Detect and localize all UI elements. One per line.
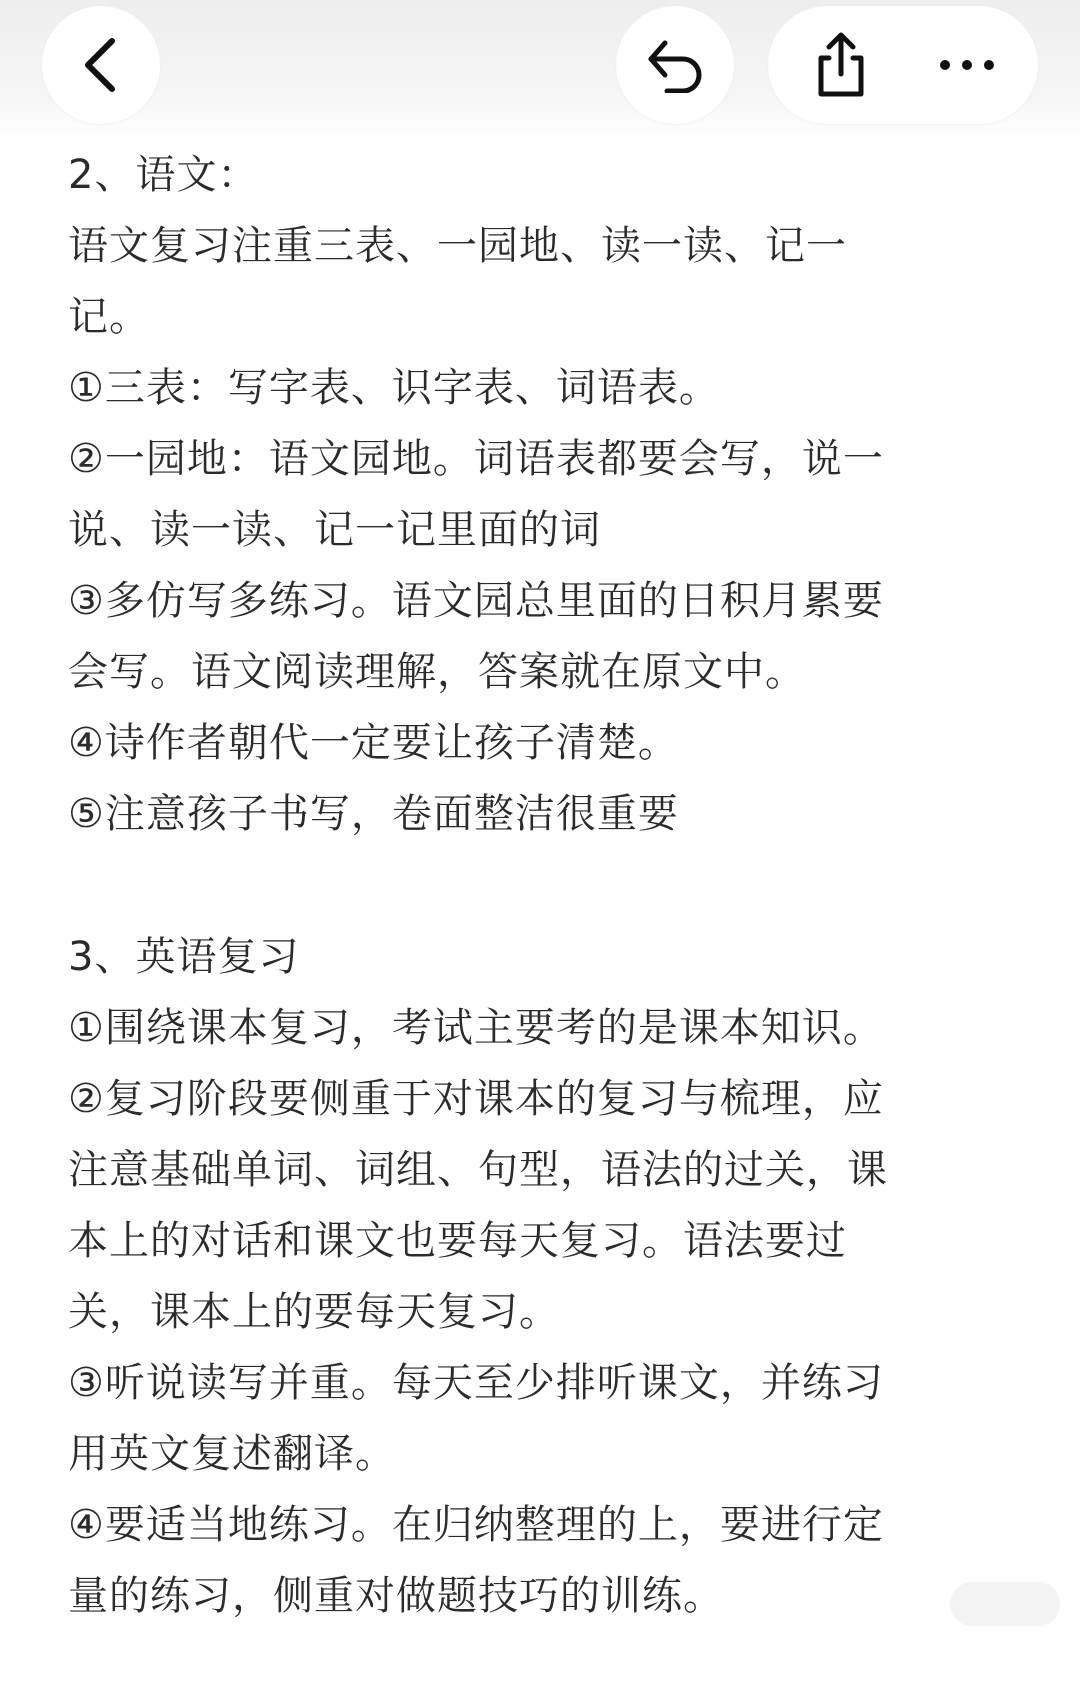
text-line: ①围绕课本复习，考试主要考的是课本知识。: [68, 1005, 884, 1051]
action-pill: [768, 6, 1038, 124]
text-line: ②一园地：语文园地。词语表都要会写，说一: [68, 436, 884, 482]
watermark: [950, 1582, 1060, 1626]
top-toolbar: [0, 0, 1080, 140]
share-icon: [811, 30, 871, 100]
text-line: ③听说读写并重。每天至少排听课文，并练习: [68, 1360, 884, 1406]
text-line: 本上的对话和课文也要每天复习。语法要过: [68, 1218, 847, 1264]
text-line: ④要适当地练习。在归纳整理的上，要进行定: [68, 1502, 884, 1548]
text-line: ②复习阶段要侧重于对课本的复习与梳理，应: [68, 1076, 884, 1122]
text-line: 会写。语文阅读理解，答案就在原文中。: [68, 649, 806, 695]
chinese-heading: 2、语文：: [68, 152, 259, 198]
article-body: [68, 140, 1008, 1632]
back-button[interactable]: [42, 6, 160, 124]
text-line: ①三表：写字表、识字表、词语表。: [68, 365, 720, 411]
text-line: 量的练习，侧重对做题技巧的训练。: [68, 1573, 724, 1619]
text-line: 说、读一读、记一记里面的词: [68, 507, 601, 553]
more-button[interactable]: [908, 6, 1026, 124]
text-line: 用英文复述翻译。: [68, 1431, 396, 1477]
reply-button[interactable]: [616, 6, 734, 124]
chevron-left-icon: [76, 35, 126, 95]
share-button[interactable]: [782, 6, 900, 124]
text-line: ③多仿写多练习。语文园总里面的日积月累要: [68, 578, 884, 624]
text-line: 记。: [68, 294, 150, 340]
english-heading: 3、英语复习: [68, 934, 300, 980]
more-horizontal-icon: [937, 55, 997, 75]
text-line: 注意基础单词、词组、句型，语法的过关，课: [68, 1147, 888, 1193]
text-line: ④诗作者朝代一定要让孩子清楚。: [68, 720, 679, 766]
text-line: 语文复习注重三表、一园地、读一读、记一: [68, 223, 847, 269]
text-line: 关，课本上的要每天复习。: [68, 1289, 560, 1335]
paragraph-gap: [68, 850, 1008, 922]
reply-arrow-icon: [643, 37, 707, 93]
text-line: ⑤注意孩子书写，卷面整洁很重要: [68, 791, 679, 837]
